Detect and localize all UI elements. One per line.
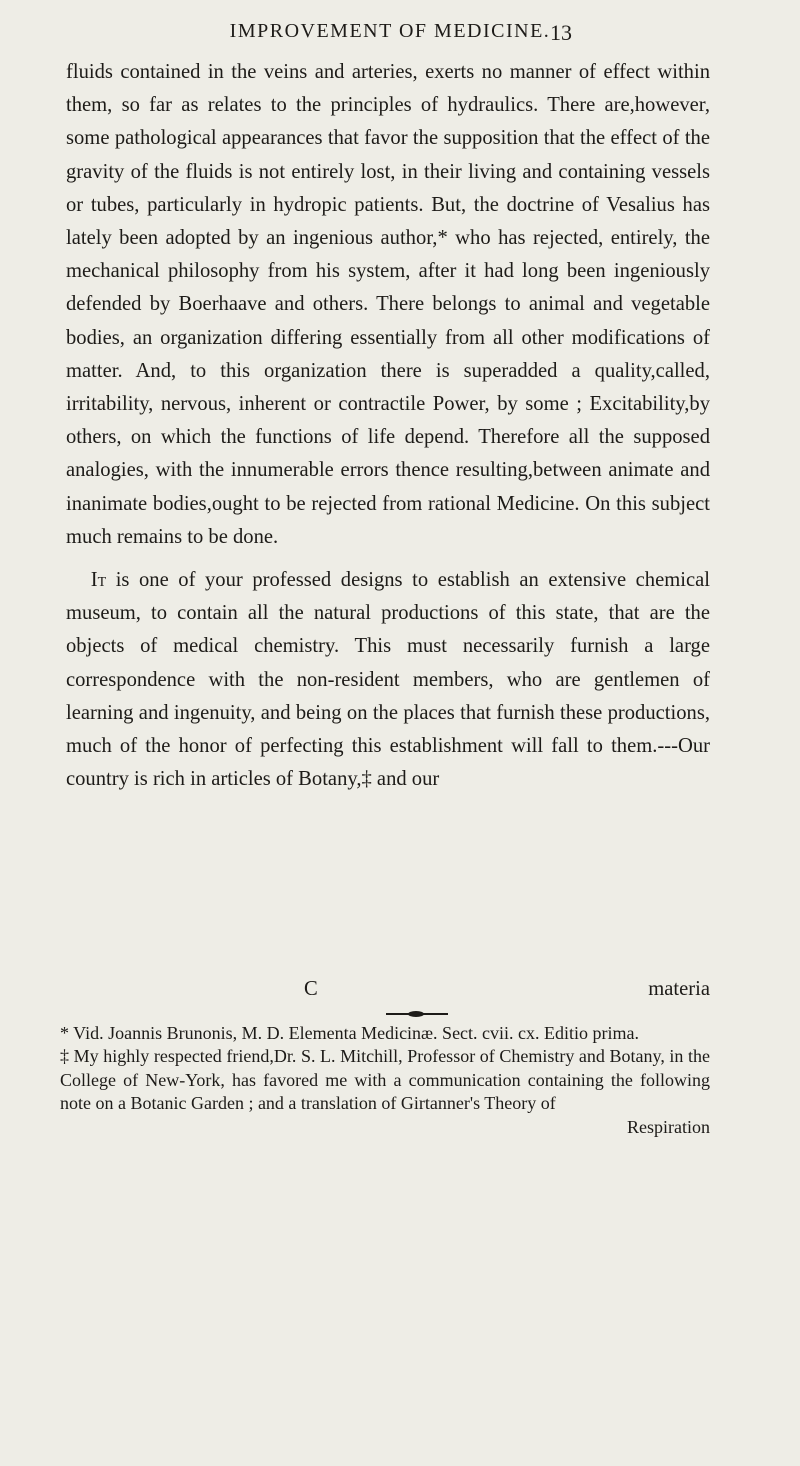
signature-mark: C bbox=[304, 978, 318, 1000]
footnote-divider bbox=[386, 1013, 448, 1015]
signature-line bbox=[66, 978, 710, 1008]
paragraph-1: fluids contained in the veins and arteries, exerts no manner of effect within them, so far as relates to the principles of hydraulics. There are,however, some pathological appearances that favor the supposition that the effect of the gravity of the fluids is not entirely lost, in their living and containing vessels or tubes, particularly in hydropic patients. But, the doctrine of Vesalius has lately been adopted by an ingenious author,* who has rejected, entirely, the mechanical philosophy from his system, after it had long been ingeniously defended by Boerhaave and others. There belongs to animal and vegetable bodies, an organization differing essentially from all other modifications of matter. And, to this organization there is superadded a quality,called, irritability, nervous, inherent or contractile Power, by some ; Excitability,by others, on which the functions of life depend. Therefore all the supposed analogies, with the innumerable errors thence resulting,between animate and inanimate bodies,ought to be rejected from rational Medicine. On this subject much remains to be done. bbox=[66, 61, 710, 548]
body-text bbox=[66, 56, 710, 796]
footnote-2: ‡ My highly respected friend,Dr. S. L. Mitchill, Professor of Chemistry and Botany, in the College of New-York, has favored me with a communication containing the following note on a Botanic Garden ; and a translation of Girtanner's Theory of bbox=[60, 1046, 710, 1114]
running-head: IMPROVEMENT OF MEDICINE. bbox=[229, 20, 551, 42]
footnote-2-continuation: Respiration bbox=[627, 1116, 710, 1137]
footnotes bbox=[60, 1022, 710, 1139]
page-header bbox=[0, 14, 800, 54]
page-number: 13 bbox=[550, 20, 572, 45]
paragraph-2-lead: It bbox=[90, 569, 107, 592]
catchword: materia bbox=[648, 978, 710, 1000]
paragraph-2-text: is one of your professed designs to establish an extensive chemical museum, to contain all the natural productions of this state, that are the objects of medical chemistry. This must necessarily furnish a large correspondence with the non-resident members, who are gentlemen of learning and ingenuity, and being on the places that furnish these productions, much of the honor of perfecting this establishment will fall to them.---Our country is rich in articles of Botany,‡ and our bbox=[66, 569, 710, 791]
footnote-1: * Vid. Joannis Brunonis, M. D. Elementa Medicinæ. Sect. cvii. cx. Editio prima. bbox=[60, 1023, 640, 1043]
paragraph-2 bbox=[66, 564, 710, 796]
